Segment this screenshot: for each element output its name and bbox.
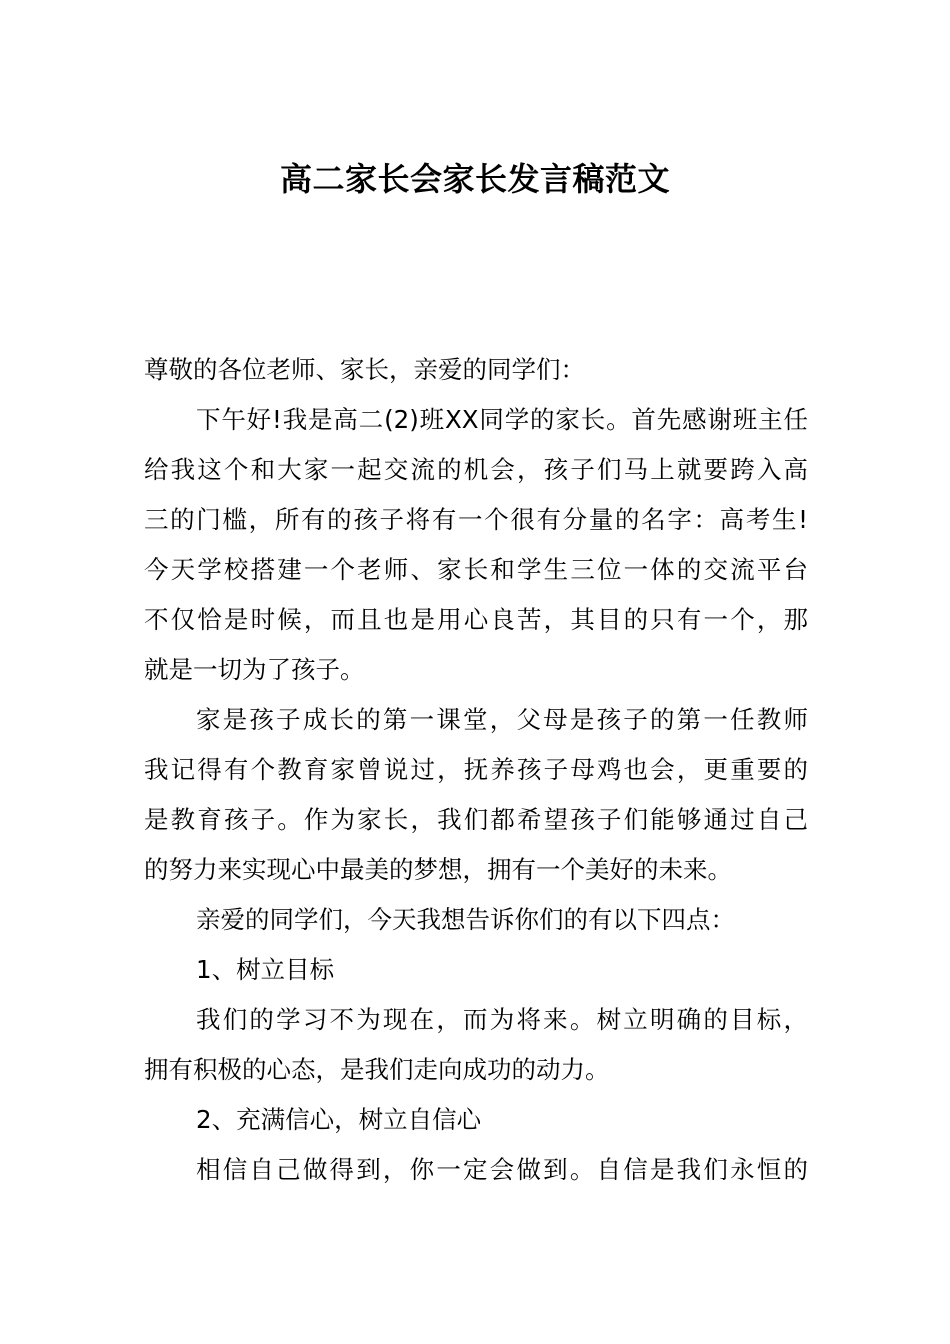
paragraph-line: 家是孩子成长的第一课堂，父母是孩子的第一任教师 — [196, 705, 808, 734]
section-heading: 2、充满信心，树立自信心 — [196, 1105, 482, 1134]
section-heading: 1、树立目标 — [196, 955, 335, 984]
paragraph-line: 我们的学习不为现在，而为将来。树立明确的目标， — [196, 1005, 808, 1034]
document-body — [144, 345, 808, 1195]
paragraph-line: 下午好!我是高二(2)班XX同学的家长。首先感谢班主任 — [196, 405, 808, 434]
paragraph-line: 我记得有个教育家曾说过，抚养孩子母鸡也会，更重要的 — [144, 755, 808, 784]
paragraph-line: 的努力来实现心中最美的梦想，拥有一个美好的未来。 — [144, 855, 732, 884]
paragraph-line: 是教育孩子。作为家长，我们都希望孩子们能够通过自己 — [144, 805, 808, 834]
paragraph-line: 亲爱的同学们，今天我想告诉你们的有以下四点： — [196, 905, 735, 934]
paragraph-line: 不仅恰是时候，而且也是用心良苦，其目的只有一个，那 — [144, 605, 808, 634]
paragraph-line: 相信自己做得到，你一定会做到。自信是我们永恒的 — [196, 1155, 808, 1184]
paragraph-line: 就是一切为了孩子。 — [144, 655, 365, 684]
paragraph-line: 今天学校搭建一个老师、家长和学生三位一体的交流平台 — [144, 555, 808, 584]
paragraph-line: 三的门槛，所有的孩子将有一个很有分量的名字：高考生! — [144, 505, 808, 534]
paragraph-line: 拥有积极的心态，是我们走向成功的动力。 — [144, 1055, 610, 1084]
salutation-line: 尊敬的各位老师、家长，亲爱的同学们： — [144, 355, 585, 384]
paragraph-line: 给我这个和大家一起交流的机会，孩子们马上就要跨入高 — [144, 455, 808, 484]
document-title: 高二家长会家长发言稿范文 — [279, 160, 670, 198]
